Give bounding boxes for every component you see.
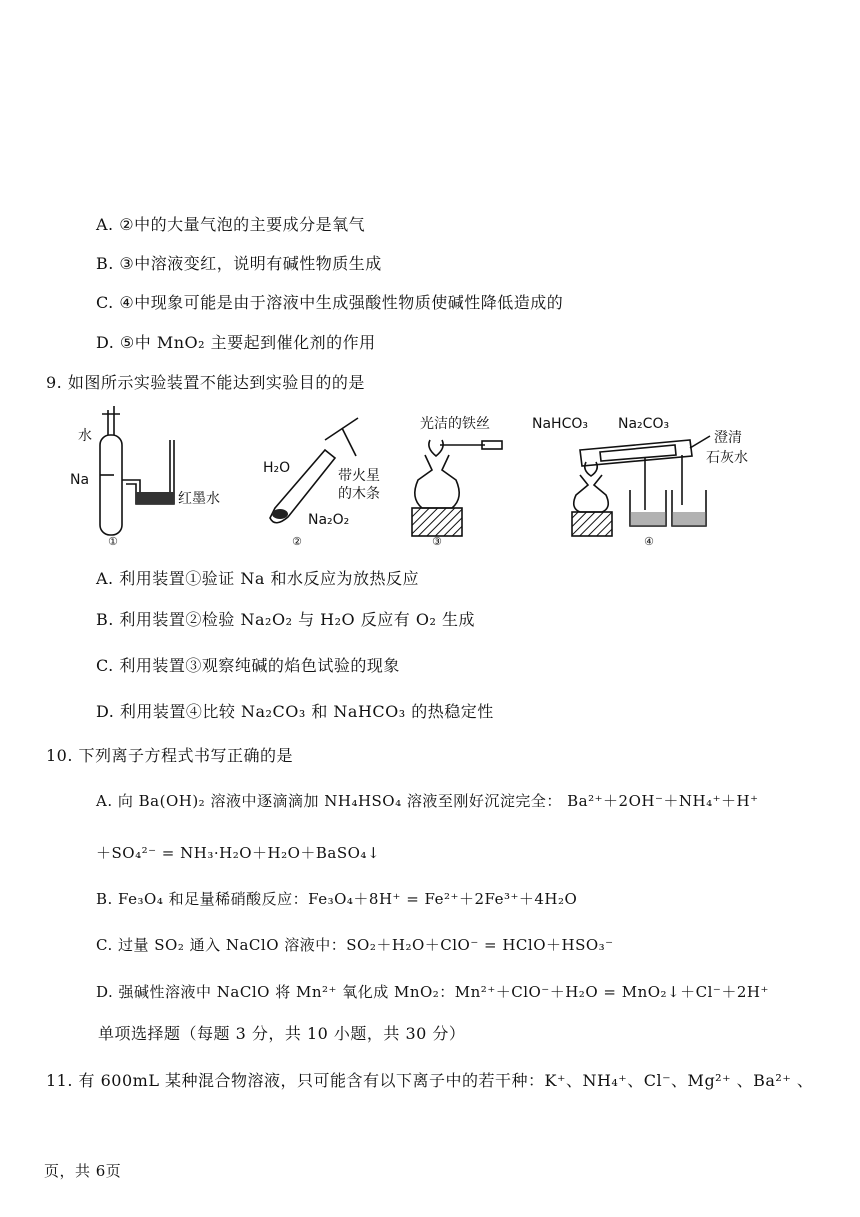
q8-option-d: D. ⑤中 MnO₂ 主要起到催化剂的作用	[96, 333, 376, 352]
apparatus-1	[100, 406, 174, 535]
q9-option-b: B. 利用装置②检验 Na₂O₂ 与 H₂O 反应有 O₂ 生成	[96, 610, 475, 629]
label-limewater-1: 澄清	[714, 430, 742, 446]
q10-stem: 10. 下列离子方程式书写正确的是	[46, 746, 294, 765]
q9-apparatus-figure	[70, 400, 770, 550]
q9-option-c: C. 利用装置③观察纯碱的焰色试验的现象	[96, 656, 400, 675]
page-footer: 页，共 6页	[44, 1162, 122, 1180]
label-na2o2: Na₂O₂	[308, 512, 350, 528]
section-heading: 单项选择题（每题 3 分，共 10 小题，共 30 分）	[98, 1024, 466, 1043]
label-water: 水	[78, 428, 92, 444]
label-limewater-2: 石灰水	[706, 450, 748, 466]
label-splint-2: 的木条	[338, 486, 380, 502]
apparatus-3	[412, 440, 502, 536]
q8-option-c: C. ④中现象可能是由于溶液中生成强酸性物质使碱性降低造成的	[96, 293, 564, 312]
caption-1: ①	[108, 535, 118, 548]
q11-stem: 11. 有 600mL 某种混合物溶液，只可能含有以下离子中的若干种：K⁺、NH₄⁺、Cl⁻、Mg²⁺ 、Ba²⁺ 、	[46, 1071, 814, 1090]
caption-3: ③	[432, 535, 442, 548]
label-nahco3: NaHCO₃	[532, 416, 588, 432]
label-splint-1: 带火星	[338, 468, 380, 484]
q9-option-d: D. 利用装置④比较 Na₂CO₃ 和 NaHCO₃ 的热稳定性	[96, 702, 494, 721]
apparatus-4	[572, 436, 710, 536]
q9-option-a: A. 利用装置①验证 Na 和水反应为放热反应	[96, 569, 419, 588]
label-na2co3: Na₂CO₃	[618, 416, 670, 432]
label-red-ink: 红墨水	[178, 491, 220, 507]
q9-stem: 9. 如图所示实验装置不能达到实验目的的是	[46, 373, 365, 392]
q10-option-b: B. Fe₃O₄ 和足量稀硝酸反应：Fe₃O₄＋8H⁺ = Fe²⁺＋2Fe³⁺＋4H₂O	[96, 890, 578, 908]
q10-option-a-line2: ＋SO₄²⁻ = NH₃·H₂O＋H₂O＋BaSO₄↓	[96, 844, 381, 862]
q10-option-a-line1: A. 向 Ba(OH)₂ 溶液中逐滴滴加 NH₄HSO₄ 溶液至刚好沉淀完全： Ba²⁺＋2OH⁻＋NH₄⁺＋H⁺	[96, 792, 759, 810]
q8-option-a: A. ②中的大量气泡的主要成分是氧气	[96, 215, 366, 234]
q10-option-c: C. 过量 SO₂ 通入 NaClO 溶液中：SO₂＋H₂O＋ClO⁻ = HClO＋HSO₃⁻	[96, 936, 614, 954]
caption-2: ②	[292, 535, 302, 548]
caption-4: ④	[644, 535, 654, 548]
label-na: Na	[70, 472, 90, 488]
q8-option-b: B. ③中溶液变红，说明有碱性物质生成	[96, 254, 382, 273]
label-iron-wire: 光洁的铁丝	[420, 416, 490, 432]
q10-option-d: D. 强碱性溶液中 NaClO 将 Mn²⁺ 氧化成 MnO₂：Mn²⁺＋ClO⁻＋H₂O = MnO₂↓＋Cl⁻＋2H⁺	[96, 983, 769, 1001]
label-h2o: H₂O	[263, 460, 291, 476]
